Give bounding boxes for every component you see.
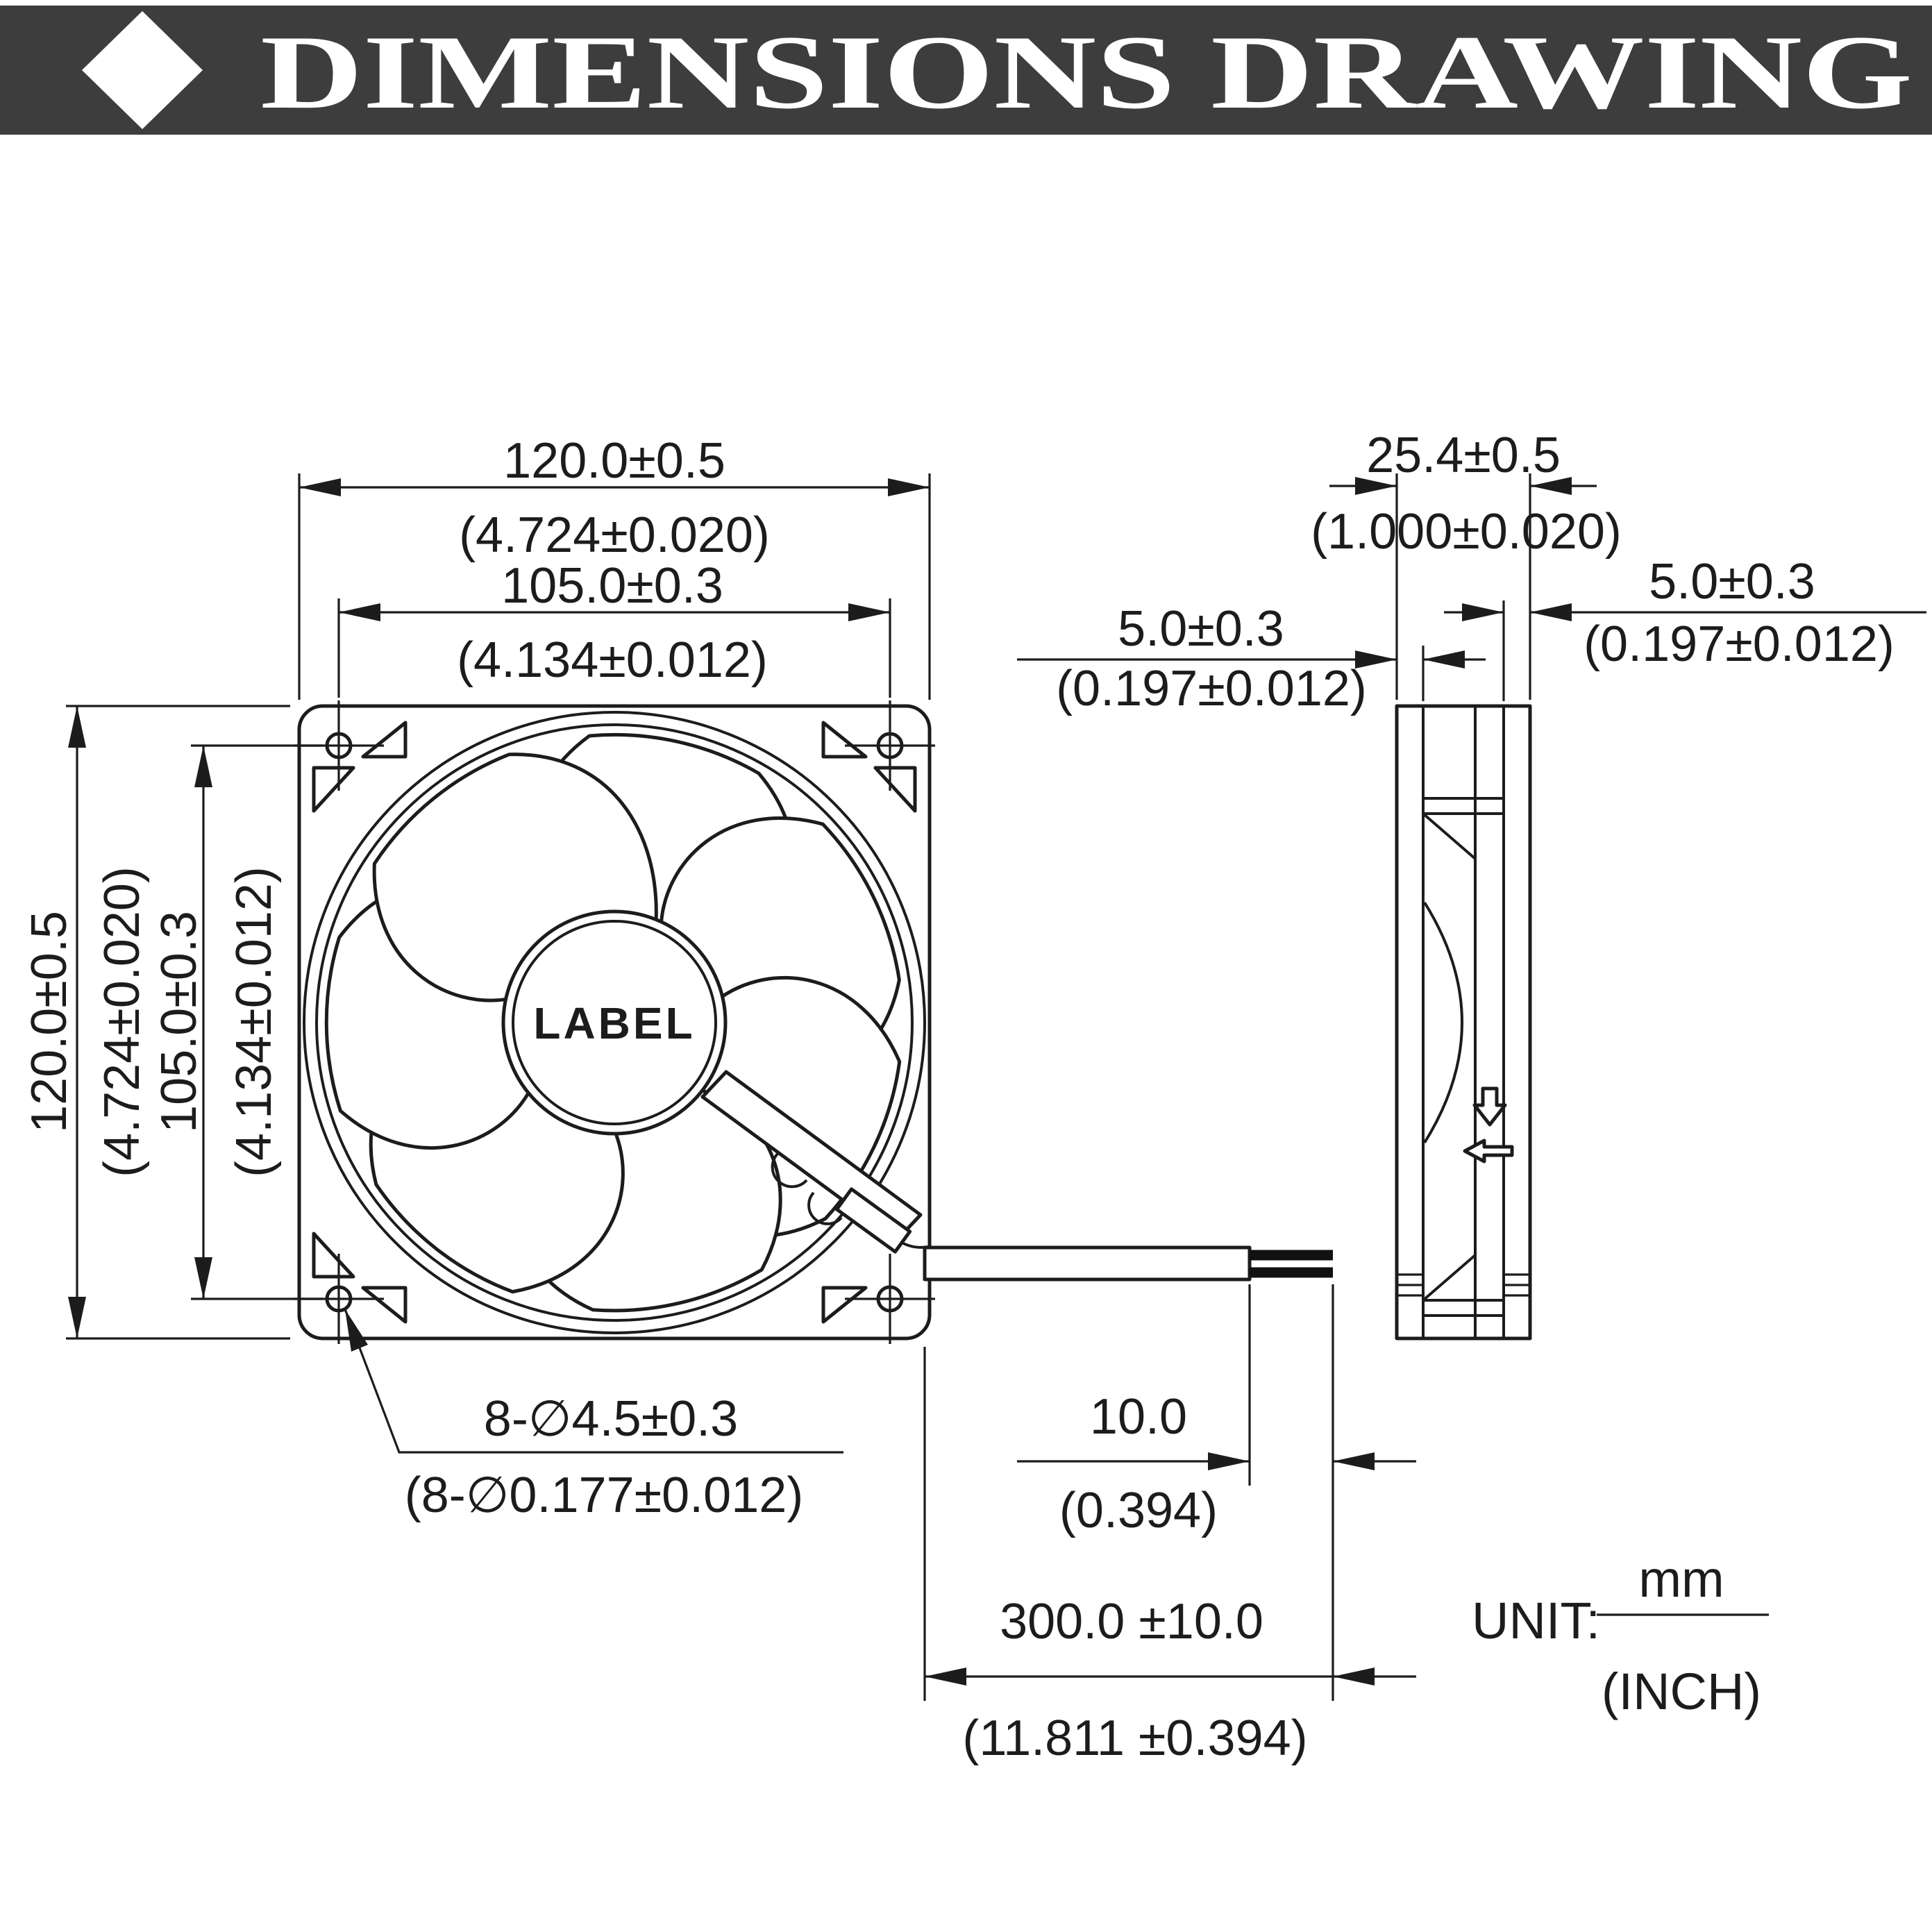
- dim-hole-pitch-v-mm: 105.0±0.3: [151, 911, 207, 1133]
- dim-length-mm: 300.0 ±10.0: [1000, 1594, 1263, 1649]
- dim-holes-mm: 8-∅4.5±0.3: [483, 1391, 739, 1447]
- dim-hole-pitch-inch: (4.134±0.012): [457, 632, 768, 688]
- holes-callout: [345, 1309, 843, 1523]
- dim-holes-inch: (8-∅0.177±0.012): [404, 1468, 804, 1523]
- dim-height-mm: 120.0±0.5: [22, 911, 77, 1133]
- page-title: DIMENSIONS DRAWING: [260, 14, 1913, 131]
- dim-depth-inch: (1.000±0.020): [1311, 504, 1622, 560]
- unit-label: UNIT:: [1472, 1592, 1600, 1649]
- dim-length-inch: (11.811 ±0.394): [962, 1711, 1308, 1766]
- cable-sheath: [925, 1248, 1250, 1279]
- unit-denominator: (INCH): [1601, 1663, 1762, 1720]
- cable: [925, 1248, 1333, 1279]
- dim-right-wall-inch: (0.197±0.012): [1584, 616, 1895, 672]
- dim-hole-pitch-mm: 105.0±0.3: [501, 558, 723, 614]
- dim-width-mm: 120.0±0.5: [503, 433, 725, 489]
- cable-dimensions: [925, 1284, 1416, 1766]
- side-dimensions: [1017, 428, 1926, 716]
- fan-front-view: [294, 700, 951, 1360]
- dim-left-wall-inch: (0.197±0.012): [1056, 661, 1367, 716]
- unit-numerator: mm: [1638, 1550, 1724, 1608]
- dim-right-wall-mm: 5.0±0.3: [1649, 554, 1815, 610]
- hub: [503, 912, 725, 1134]
- fan-side-view: [1397, 706, 1530, 1338]
- hub-label: LABEL: [533, 998, 696, 1048]
- header-banner: [0, 6, 1932, 135]
- dim-hole-pitch-v-inch: (4.134±0.012): [226, 866, 282, 1177]
- dim-height-inch: (4.724±0.020): [94, 866, 150, 1177]
- dim-left-wall-mm: 5.0±0.3: [1118, 601, 1284, 657]
- unit-note: [1472, 1550, 1769, 1720]
- dim-strip-inch: (0.394): [1059, 1483, 1218, 1538]
- dim-depth-mm: 25.4±0.5: [1366, 428, 1561, 483]
- dim-strip-mm: 10.0: [1089, 1389, 1188, 1445]
- dim-width-inch: (4.724±0.020): [459, 507, 770, 563]
